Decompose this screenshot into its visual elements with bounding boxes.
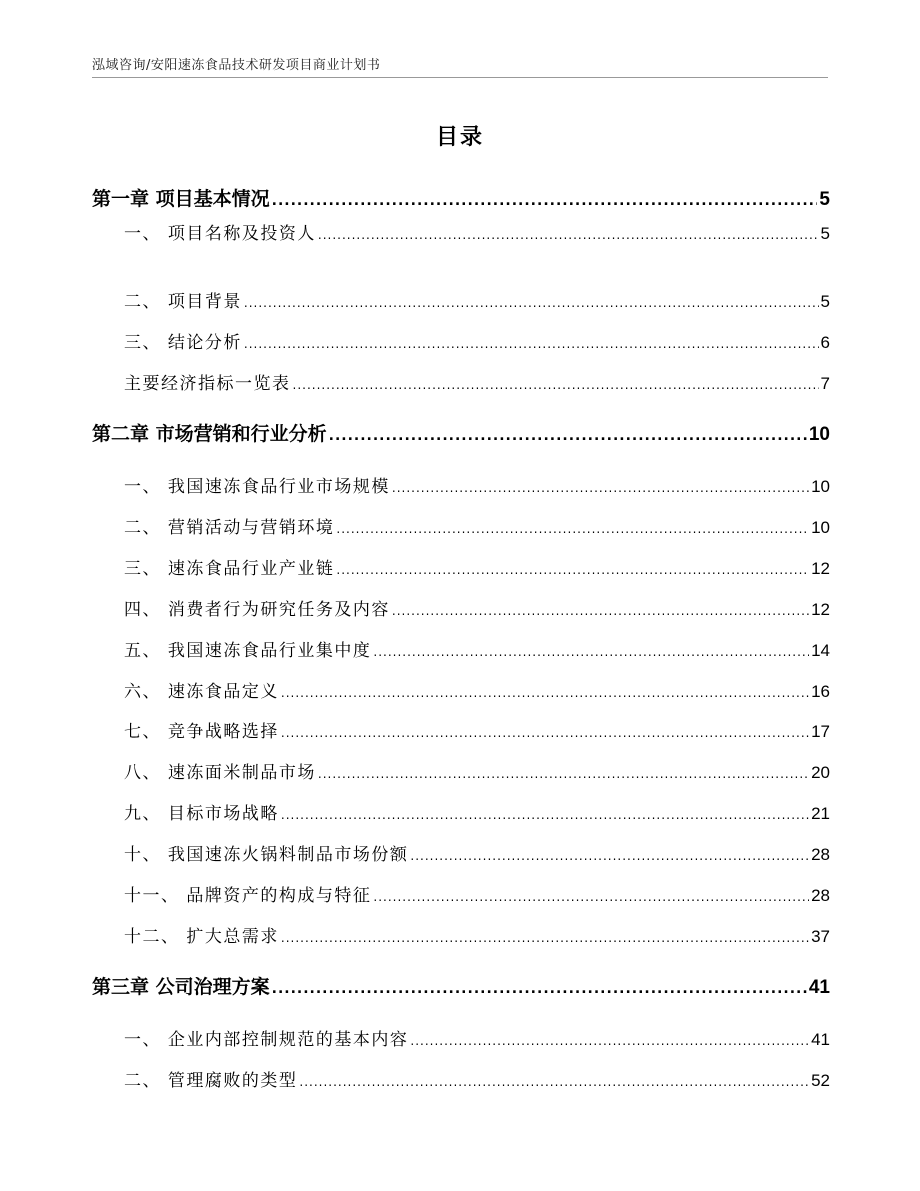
toc-leader-dots [410,849,809,863]
toc-entry-label: 十、 我国速冻火锅料制品市场份额 [124,845,409,865]
toc-entry-label: 三、 结论分析 [124,333,242,353]
toc-leader-dots [272,981,807,997]
toc-entry-label: 十一、 品牌资产的构成与特征 [124,886,372,906]
toc-page-number: 28 [811,845,830,864]
toc-leader-dots [410,1034,809,1048]
toc-section[interactable] [124,219,830,244]
toc-entry-label: 七、 竞争战略选择 [124,722,279,742]
toc-entry-label: 二、 管理腐败的类型 [124,1071,298,1091]
toc-section[interactable] [124,595,830,620]
toc-page-number: 7 [820,374,830,393]
toc-page-number: 41 [811,1030,830,1049]
toc-entry-label: 八、 速冻面米制品市场 [124,763,316,783]
toc-page-number: 14 [811,641,830,660]
toc-section[interactable] [124,513,830,538]
toc-section[interactable] [124,922,830,947]
toc-leader-dots [318,228,819,242]
toc-section[interactable] [124,369,830,394]
toc-leader-dots [392,604,809,618]
toc-entry-label: 第三章 公司治理方案 [92,976,270,998]
toc-page-number: 17 [811,722,830,741]
toc-leader-dots [244,337,819,351]
toc-page-number: 5 [820,292,830,311]
toc-entry-label: 六、 速冻食品定义 [124,682,279,702]
toc-entry-label: 四、 消费者行为研究任务及内容 [124,600,390,620]
toc-section[interactable] [124,677,830,702]
toc-title: 目录 [435,125,484,150]
toc-leader-dots [336,563,809,577]
toc-section[interactable] [124,554,830,579]
header-divider [92,77,828,78]
toc-section[interactable] [124,1025,830,1050]
toc-page-number: 21 [811,804,830,823]
toc-entry-label: 十二、 扩大总需求 [124,927,279,947]
toc-entry-label: 主要经济指标一览表 [124,374,291,394]
toc-section[interactable] [124,1066,830,1091]
toc-section[interactable] [124,328,830,353]
toc-leader-dots [281,726,809,740]
toc-leader-dots [373,645,809,659]
page-header: 泓域咨询/安阳速冻食品技术研发项目商业计划书 [92,58,381,73]
toc-leader-dots [392,481,809,495]
toc-page-number: 10 [811,518,830,537]
toc-section[interactable] [124,840,830,865]
toc-entry-label: 第二章 市场营销和行业分析 [92,423,327,445]
toc-leader-dots [281,931,809,945]
toc-section[interactable] [124,758,830,783]
toc-page-number: 16 [811,682,830,701]
toc-leader-dots [244,296,819,310]
toc-section[interactable] [124,287,830,312]
toc-entry-label: 三、 速冻食品行业产业链 [124,559,335,579]
toc-entry-label: 第一章 项目基本情况 [92,188,270,210]
toc-page-number: 10 [808,424,830,445]
toc-page-number: 52 [811,1071,830,1090]
toc-leader-dots [272,193,818,209]
toc-entry-label: 一、 企业内部控制规范的基本内容 [124,1030,409,1050]
toc-section[interactable] [124,636,830,661]
toc-page-number: 12 [811,559,830,578]
toc-entry-label: 一、 我国速冻食品行业市场规模 [124,477,390,497]
toc-leader-dots [336,522,809,536]
toc-page-number: 28 [811,886,830,905]
toc-section[interactable] [124,881,830,906]
toc-page-number: 10 [811,477,830,496]
toc-leader-dots [281,808,809,822]
toc-page-number: 41 [808,977,830,998]
toc-leader-dots [329,428,807,444]
toc-leader-dots [299,1075,809,1089]
toc-section[interactable] [124,799,830,824]
toc-entry-label: 二、 项目背景 [124,292,242,312]
toc-entry-label: 一、 项目名称及投资人 [124,224,316,244]
toc-chapter-2[interactable] [92,419,830,446]
toc-leader-dots [318,767,809,781]
toc-leader-dots [281,686,809,700]
toc-chapter-1[interactable] [92,184,830,211]
toc-chapter-3[interactable] [92,972,830,999]
toc-entry-label: 九、 目标市场战略 [124,804,279,824]
toc-page-number: 12 [811,600,830,619]
toc-page-number: 37 [811,927,830,946]
toc-leader-dots [293,378,819,392]
toc-entry-label: 五、 我国速冻食品行业集中度 [124,641,372,661]
toc-page-number: 5 [820,224,830,243]
toc-page-number: 20 [811,763,830,782]
toc-section[interactable] [124,717,830,742]
toc-page-number: 6 [820,333,830,352]
toc-entry-label: 二、 营销活动与营销环境 [124,518,335,538]
toc-page-number: 5 [819,189,830,210]
toc-section[interactable] [124,472,830,497]
toc-leader-dots [373,890,809,904]
